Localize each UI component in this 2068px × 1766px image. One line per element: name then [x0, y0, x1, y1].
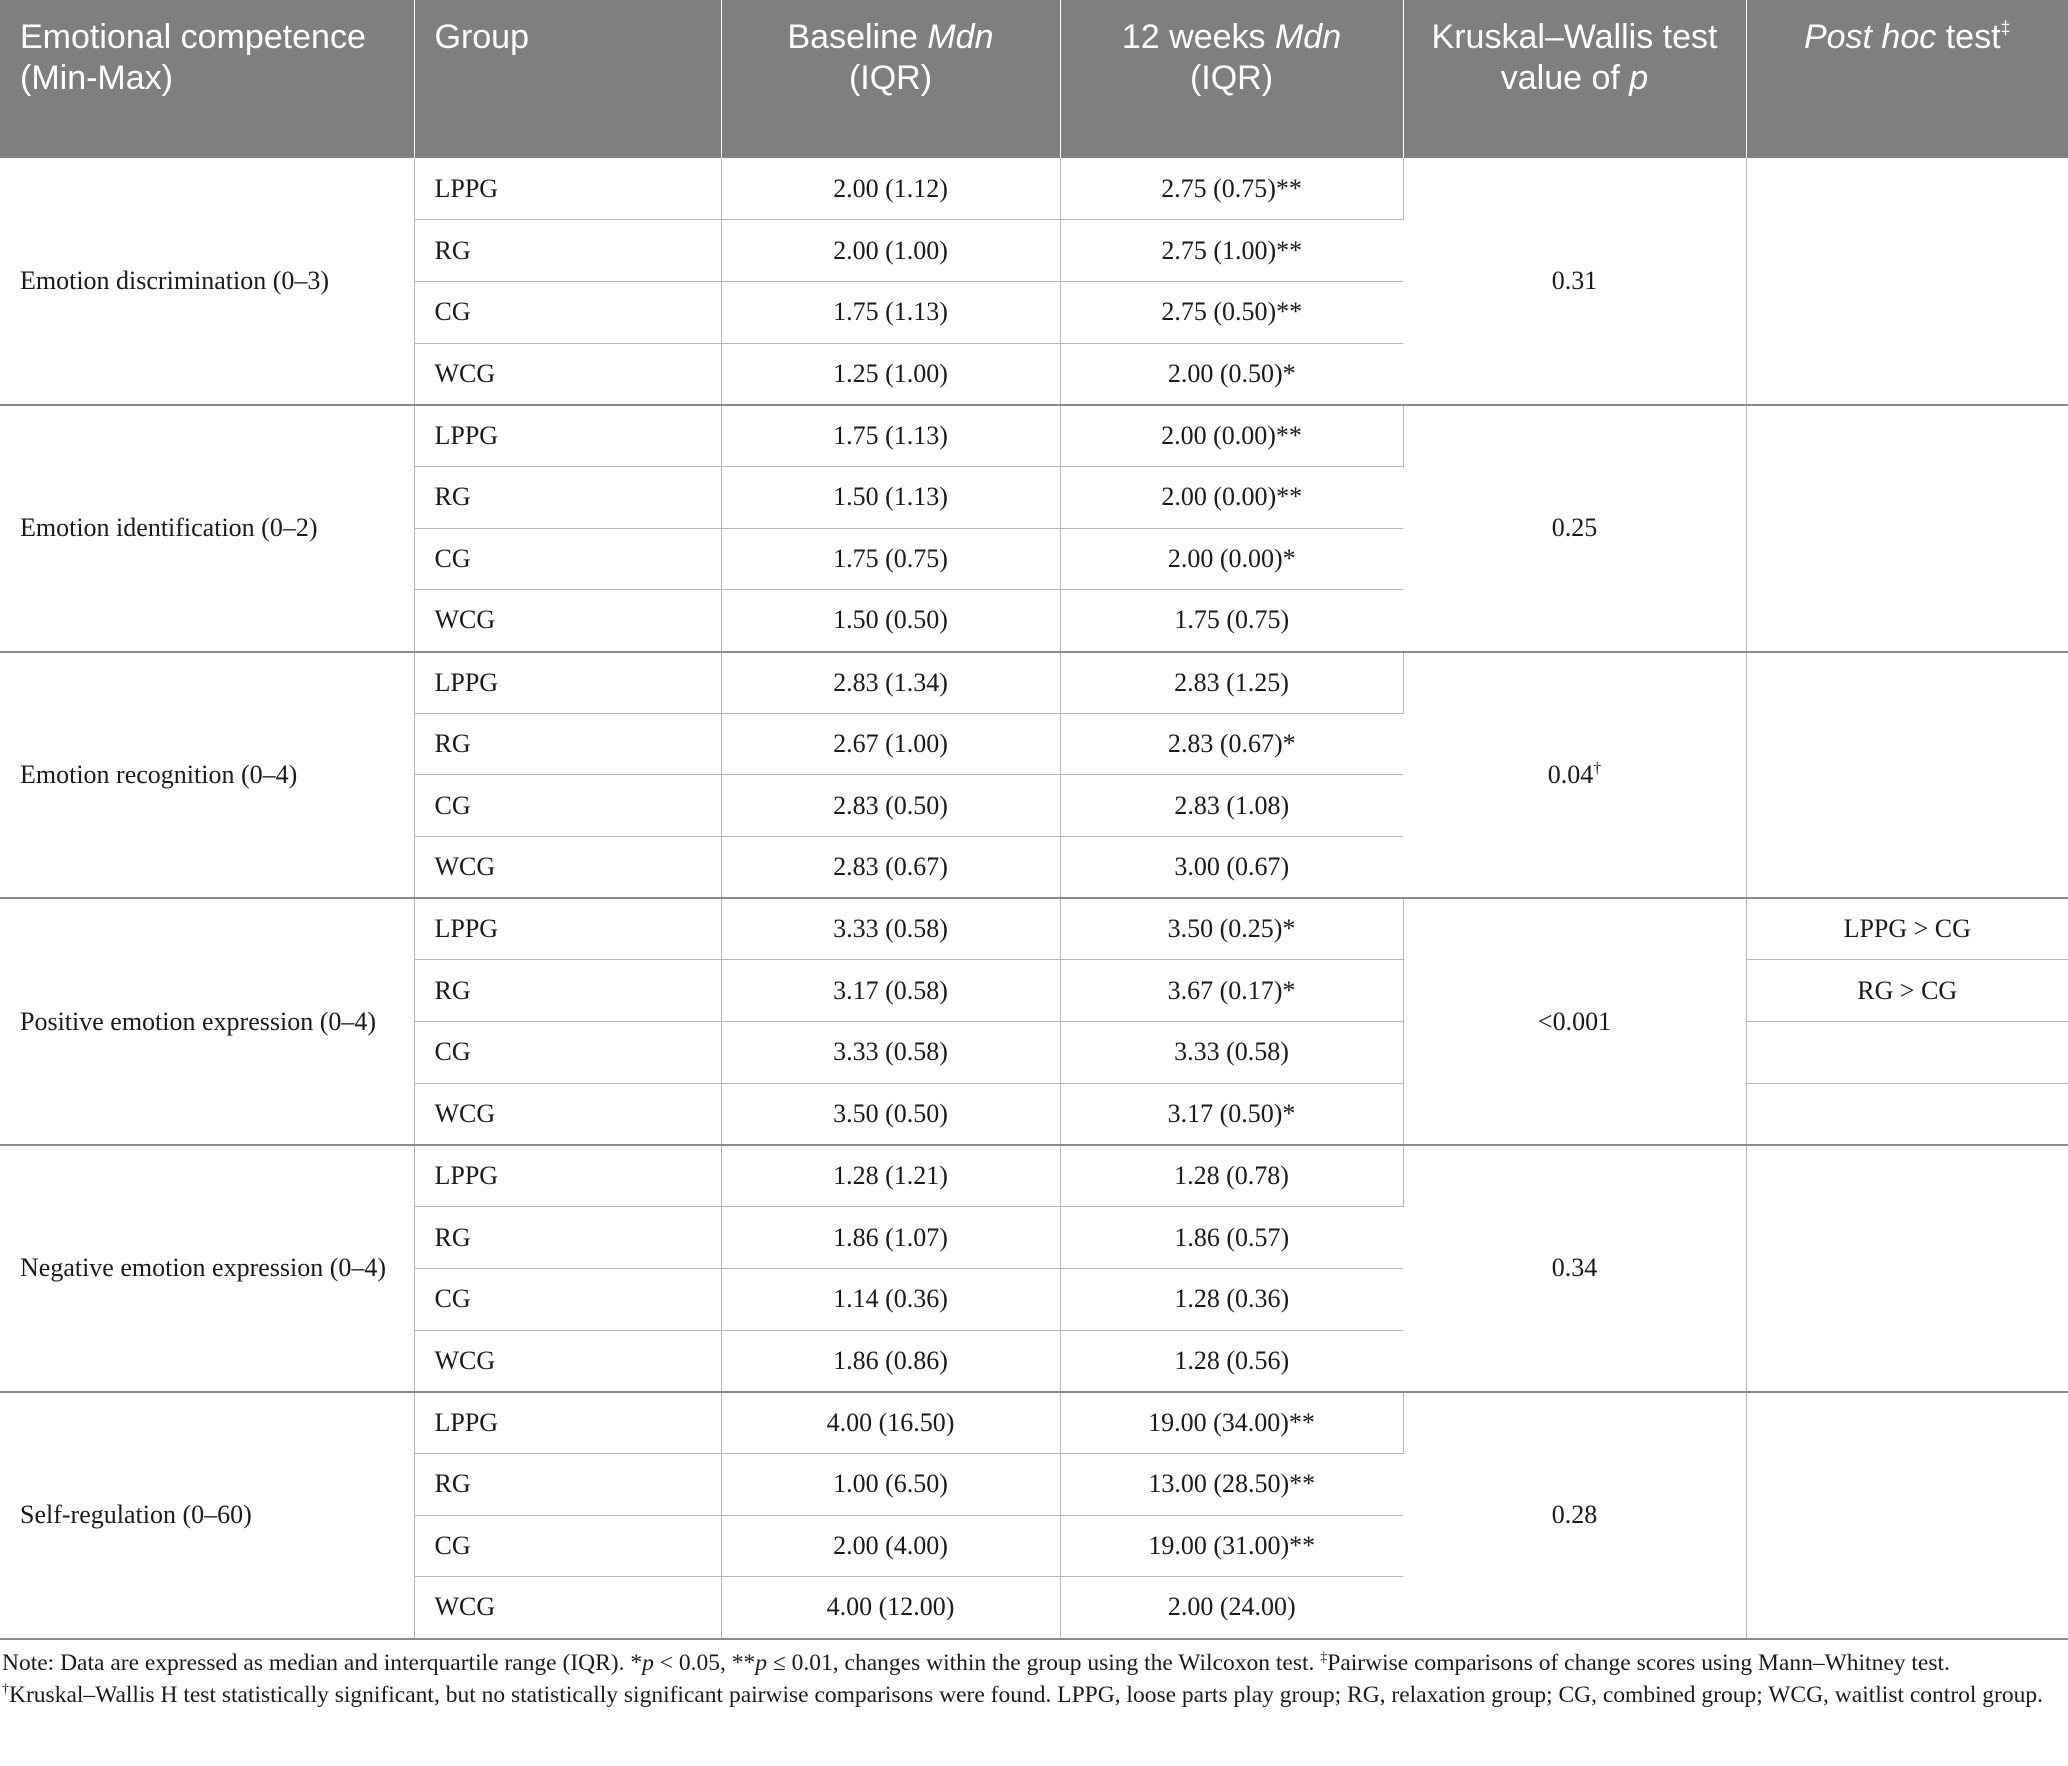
- group-cell: LPPG: [414, 1392, 721, 1454]
- baseline-cell: 3.33 (0.58): [721, 1022, 1060, 1084]
- table-note: Note: Data are expressed as median and interquartile range (IQR). *p < 0.05, **p ≤ 0.01, changes within the group using the Wilcoxon test. ‡Pairwise comparisons of change scores using Mann–Whitney test. †Kruskal–Wallis H test statistically significant, but no statistically significant pairwise comparisons were found. LPPG, loose parts play group; RG, relaxation group; CG, combined group; WCG, waitlist control group.: [2, 1650, 2044, 1708]
- baseline-cell: 3.50 (0.50): [721, 1083, 1060, 1145]
- post-hoc-cell: [1746, 405, 2068, 652]
- group-cell: RG: [414, 1453, 721, 1515]
- p-value: 0.04: [1547, 759, 1594, 789]
- p-value: 0.34: [1551, 1253, 1598, 1283]
- baseline-cell: 1.50 (0.50): [721, 590, 1060, 652]
- baseline-cell: 1.75 (0.75): [721, 528, 1060, 590]
- group-cell: RG: [414, 220, 721, 282]
- kruskal-wallis-p-cell: [1403, 652, 1746, 899]
- kruskal-wallis-p-cell: [1403, 405, 1746, 652]
- week12-cell: 13.00 (28.50)**: [1060, 1453, 1403, 1515]
- competence-name: Emotion discrimination (0–3): [0, 158, 414, 405]
- baseline-cell: 2.83 (0.50): [721, 775, 1060, 837]
- week12-cell: 2.00 (0.00)**: [1060, 405, 1403, 467]
- table-row: [0, 405, 2068, 467]
- header-competence: Emotional competence (Min-Max): [0, 0, 414, 158]
- baseline-cell: 2.00 (4.00): [721, 1515, 1060, 1577]
- header-row: [0, 0, 2068, 158]
- baseline-cell: 1.75 (1.13): [721, 281, 1060, 343]
- post-hoc-cell: [1746, 1392, 2068, 1639]
- week12-cell: 3.33 (0.58): [1060, 1022, 1403, 1084]
- baseline-cell: 2.67 (1.00): [721, 713, 1060, 775]
- table-row: [0, 652, 2068, 714]
- group-cell: RG: [414, 713, 721, 775]
- week12-cell: 2.00 (0.00)*: [1060, 528, 1403, 590]
- p-value: 0.28: [1551, 1500, 1598, 1530]
- header-group: Group: [414, 0, 721, 158]
- kruskal-wallis-p-cell: [1403, 1145, 1746, 1392]
- baseline-cell: 1.86 (0.86): [721, 1330, 1060, 1392]
- week12-cell: 2.75 (1.00)**: [1060, 220, 1403, 282]
- baseline-cell: 4.00 (16.50): [721, 1392, 1060, 1454]
- group-cell: LPPG: [414, 158, 721, 220]
- group-cell: LPPG: [414, 898, 721, 960]
- baseline-cell: 1.75 (1.13): [721, 405, 1060, 467]
- group-cell: CG: [414, 775, 721, 837]
- baseline-cell: 4.00 (12.00): [721, 1577, 1060, 1639]
- week12-cell: 2.83 (0.67)*: [1060, 713, 1403, 775]
- baseline-cell: 1.86 (1.07): [721, 1207, 1060, 1269]
- week12-cell: 3.50 (0.25)*: [1060, 898, 1403, 960]
- week12-cell: 3.17 (0.50)*: [1060, 1083, 1403, 1145]
- p-value: <0.001: [1537, 1006, 1612, 1036]
- kruskal-wallis-p-cell: [1403, 1392, 1746, 1639]
- post-hoc-cell: RG > CG: [1746, 960, 2068, 1022]
- table-body: [0, 158, 2068, 1639]
- post-hoc-cell: LPPG > CG: [1746, 898, 2068, 960]
- week12-cell: 2.83 (1.25): [1060, 652, 1403, 714]
- competence-name: Emotion recognition (0–4): [0, 652, 414, 899]
- week12-cell: 2.75 (0.75)**: [1060, 158, 1403, 220]
- week12-cell: 3.00 (0.67): [1060, 837, 1403, 899]
- group-cell: LPPG: [414, 652, 721, 714]
- group-cell: LPPG: [414, 1145, 721, 1207]
- baseline-cell: 1.25 (1.00): [721, 343, 1060, 405]
- post-hoc-cell: [1746, 1145, 2068, 1392]
- post-hoc-cell: [1746, 1083, 2068, 1145]
- week12-cell: 1.28 (0.56): [1060, 1330, 1403, 1392]
- group-cell: WCG: [414, 837, 721, 899]
- baseline-cell: 1.14 (0.36): [721, 1268, 1060, 1330]
- week12-cell: 1.86 (0.57): [1060, 1207, 1403, 1269]
- p-value-mark: †: [1593, 759, 1602, 777]
- post-hoc-cell: [1746, 652, 2068, 899]
- baseline-cell: 2.00 (1.12): [721, 158, 1060, 220]
- week12-cell: 19.00 (31.00)**: [1060, 1515, 1403, 1577]
- group-cell: WCG: [414, 343, 721, 405]
- kruskal-wallis-p-cell: [1403, 158, 1746, 405]
- header-post-hoc: Post hoc test‡: [1746, 0, 2068, 158]
- week12-cell: 2.83 (1.08): [1060, 775, 1403, 837]
- post-hoc-cell: [1746, 1022, 2068, 1084]
- competence-name: Self-regulation (0–60): [0, 1392, 414, 1639]
- week12-cell: 19.00 (34.00)**: [1060, 1392, 1403, 1454]
- group-cell: WCG: [414, 1330, 721, 1392]
- table-row: [0, 898, 2068, 960]
- table-row: [0, 1392, 2068, 1454]
- post-hoc-cell: [1746, 158, 2068, 405]
- baseline-cell: 3.33 (0.58): [721, 898, 1060, 960]
- week12-cell: 1.28 (0.78): [1060, 1145, 1403, 1207]
- competence-name: Emotion identification (0–2): [0, 405, 414, 652]
- group-cell: CG: [414, 1268, 721, 1330]
- group-cell: WCG: [414, 1083, 721, 1145]
- group-cell: RG: [414, 960, 721, 1022]
- competence-name: Positive emotion expression (0–4): [0, 898, 414, 1145]
- baseline-cell: 2.83 (0.67): [721, 837, 1060, 899]
- baseline-cell: 2.00 (1.00): [721, 220, 1060, 282]
- group-cell: CG: [414, 1022, 721, 1084]
- table-row: [0, 158, 2068, 220]
- kruskal-wallis-p-cell: [1403, 898, 1746, 1145]
- group-cell: CG: [414, 1515, 721, 1577]
- header-baseline: Baseline Mdn (IQR): [721, 0, 1060, 158]
- week12-cell: 2.00 (24.00): [1060, 1577, 1403, 1639]
- week12-cell: 1.75 (0.75): [1060, 590, 1403, 652]
- week12-cell: 1.28 (0.36): [1060, 1268, 1403, 1330]
- competence-name: Negative emotion expression (0–4): [0, 1145, 414, 1392]
- baseline-cell: 1.00 (6.50): [721, 1453, 1060, 1515]
- p-value: 0.25: [1551, 513, 1598, 543]
- header-12-weeks: 12 weeks Mdn (IQR): [1060, 0, 1403, 158]
- group-cell: RG: [414, 1207, 721, 1269]
- week12-cell: 3.67 (0.17)*: [1060, 960, 1403, 1022]
- group-cell: WCG: [414, 590, 721, 652]
- week12-cell: 2.75 (0.50)**: [1060, 281, 1403, 343]
- p-value: 0.31: [1551, 265, 1598, 295]
- baseline-cell: 2.83 (1.34): [721, 652, 1060, 714]
- group-cell: WCG: [414, 1577, 721, 1639]
- table-row: [0, 1145, 2068, 1207]
- header-kruskal-wallis: Kruskal–Wallis test value of p: [1403, 0, 1746, 158]
- baseline-cell: 1.28 (1.21): [721, 1145, 1060, 1207]
- week12-cell: 2.00 (0.00)**: [1060, 466, 1403, 528]
- group-cell: CG: [414, 528, 721, 590]
- baseline-cell: 3.17 (0.58): [721, 960, 1060, 1022]
- group-cell: CG: [414, 281, 721, 343]
- baseline-cell: 1.50 (1.13): [721, 466, 1060, 528]
- group-cell: LPPG: [414, 405, 721, 467]
- group-cell: RG: [414, 466, 721, 528]
- week12-cell: 2.00 (0.50)*: [1060, 343, 1403, 405]
